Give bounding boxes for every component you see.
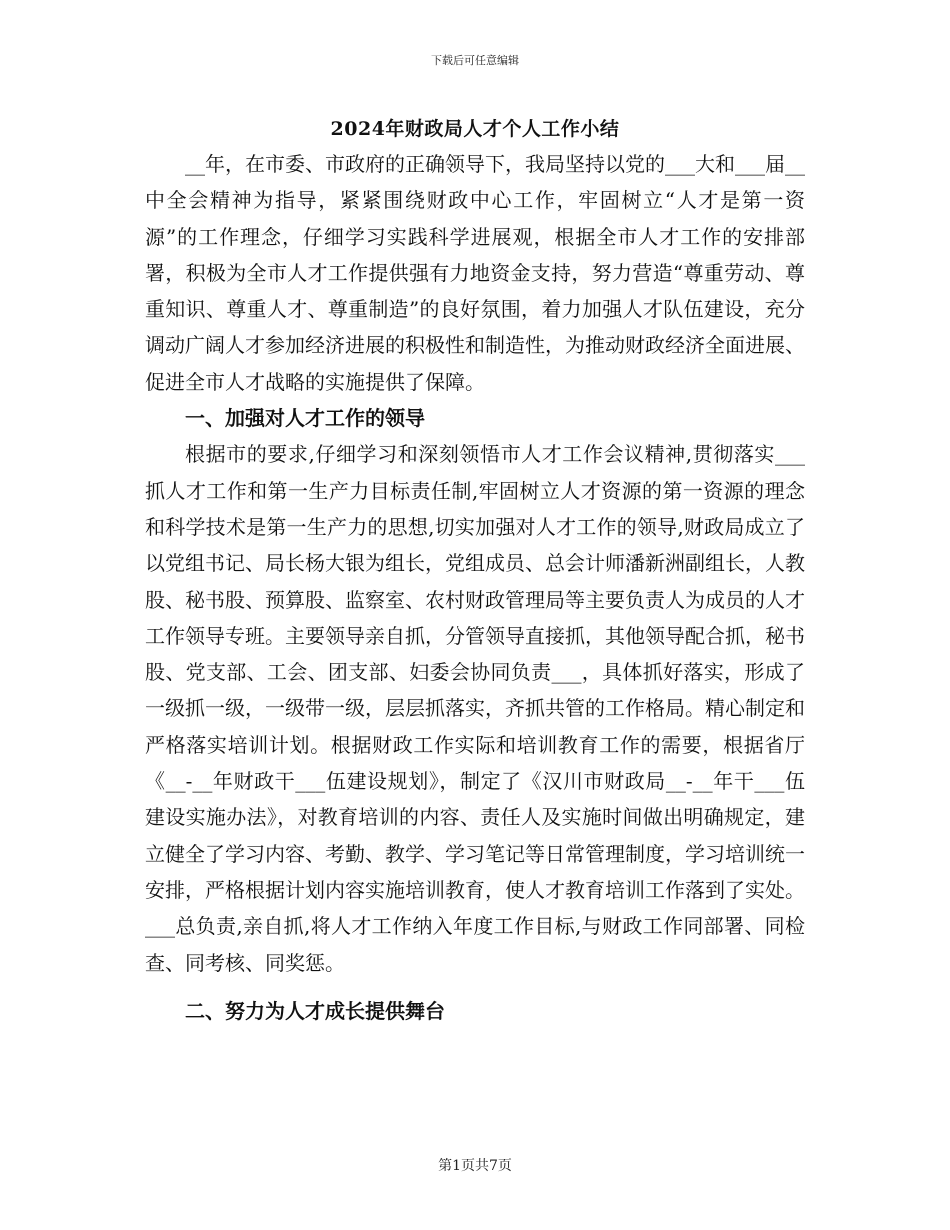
document-title: 2024年财政局人才个人工作小结 xyxy=(330,118,620,140)
section-1-paragraph: 根据市的要求,仔细学习和深刻领悟市人才工作会议精神,贯彻落实___抓人才工作和第一生产力目标责任制,牢固树立人才资源的第一资源的理念和科学技术是第一生产力的思想,切实加强对人才工作的领导,财政局成立了以党组书记、局长杨大银为组长，党组成员、总会计师潘新洲副组长，人教股、秘书股、预算股、监察室、农村财政管理局等主要负责人为成员的人才工作领导专班。主要领导亲自抓，分管领导直接抓，其他领导配合抓，秘书股、党支部、工会、团支部、妇委会协同负责___，具体抓好落实，形成了一级抓一级，一级带一级，层层抓落实，齐抓共管的工作格局。精心制定和严格落实培训计划。根据财政工作实际和培训教育工作的需要，根据省厅《__-__年财政干___伍建设规划》，制定了《汉川市财政局__-__年干___伍建设实施办法》，对教育培训的内容、责任人及实施时间做出明确规定，建立健全了学习内容、考勤、教学、学习笔记等日常管理制度，学习培训统一安排，严格根据计划内容实施培训教育，使人才教育培训工作落到了实处。___总负责,亲自抓,将人才工作纳入年度工作目标,与财政工作同部署、同检查、同考核、同奖惩。 xyxy=(145,442,805,975)
section-2-heading: 二、努力为人才成长提供舞台 xyxy=(185,998,445,1023)
page-number-footer: 第1页共7页 xyxy=(438,1158,512,1174)
document-body xyxy=(145,146,805,1029)
section-1-heading: 一、加强对人才工作的领导 xyxy=(185,406,425,431)
download-note: 下载后可任意编辑 xyxy=(431,54,519,67)
intro-paragraph: __年，在市委、市政府的正确领导下，我局坚持以党的___大和___届__中全会精神为指导，紧紧围绕财政中心工作，牢固树立“人才是第一资源”的工作理念，仔细学习实践科学进展观，根据全市人才工作的安排部署，积极为全市人才工作提供强有力地资金支持，努力营造“尊重劳动、尊重知识、尊重人才、尊重制造”的良好氛围，着力加强人才队伍建设，充分调动广阔人才参加经济进展的积极性和制造性，为推动财政经济全面进展、促进全市人才战略的实施提供了保障。 xyxy=(145,152,805,394)
